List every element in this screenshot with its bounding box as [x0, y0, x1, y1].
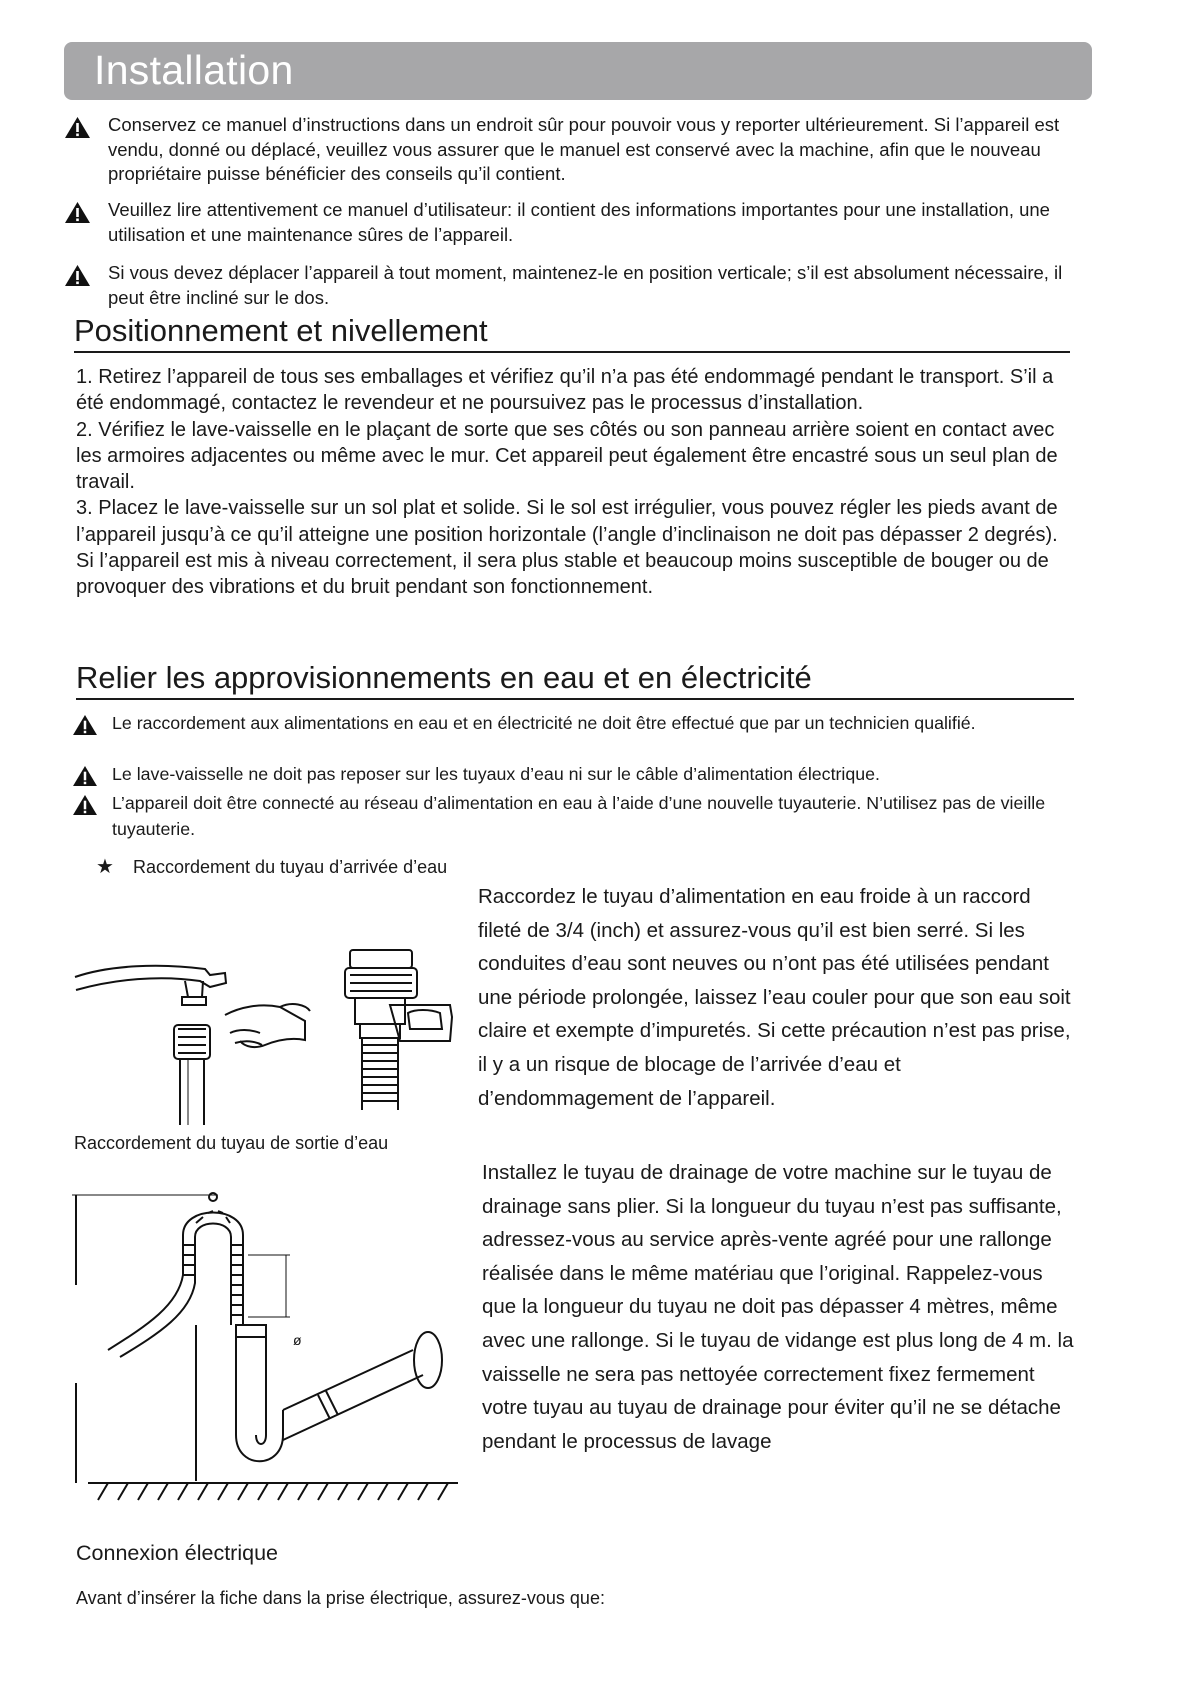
step-item: 3. Placez le lave-vaisselle sur un sol plat et solide. Si le sol est irrégulier, vous pouvez régler les pieds avant de l’appareil jusqu’à ce qu’il atteigne une position horizontale (l’angle d’inclinaison ne doit pas dépasser 2 degrés). Si l’appareil est mis à niveau correctement, il sera plus stable et beaucoup moins susceptible de bouger ou de provoquer des vibrations et du bruit pendant son fonctionnement. — [76, 497, 1058, 599]
warning-item — [64, 198, 1064, 247]
warning-icon — [64, 116, 91, 139]
inlet-title-text: Raccordement du tuyau d’arrivée d’eau — [133, 857, 448, 877]
warning-item — [64, 113, 1064, 187]
inlet-paragraph: Raccordez le tuyau d’alimentation en eau froide à un raccord fileté de 3/4 (inch) et assurez-vous qu’il est bien serré. Si les conduites d’eau sont neuves ou n’ont pas été utilisées pendant une période prolongée, laissez l’eau couler pour que son eau soit claire et exempte d’impuretés. Si cette précaution n’est pas prise, il y a un risque de blocage de l’arrivée d’eau et d’endommagement de l’appareil. — [478, 885, 1071, 1110]
warning-text: Conservez ce manuel d’instructions dans un endroit sûr pour pouvoir vous y reporter ultérieurement. Si l’appareil est vendu, donné ou déplacé, veuillez vous assurer que le manuel est conservé avec la machine, afin que le nouveau propriétaire puisse bénéficier des conseils qu’il contient. — [108, 114, 1060, 184]
outlet-title: Raccordement du tuyau de sortie d’eau — [74, 1133, 389, 1153]
section-heading-positioning: Positionnement et nivellement — [74, 313, 1070, 353]
diameter-label: ø — [293, 1332, 302, 1348]
inlet-title — [96, 855, 447, 879]
warning-icon — [64, 264, 91, 287]
drain-hose-illustration — [68, 1185, 468, 1505]
warning-icon — [72, 794, 98, 816]
warning-text: Le raccordement aux alimentations en eau et en électricité ne doit être effectué que par un technicien qualifié. — [112, 713, 976, 733]
warning-item — [72, 762, 1072, 788]
warning-icon — [64, 201, 91, 224]
step-item: 1. Retirez l’appareil de tous ses emballages et vérifiez qu’il n’a pas été endommagé pendant le transport. S’il a été endommagé, contactez le revendeur et ne poursuivez pas le processus d’installation. — [76, 366, 1054, 415]
warning-text: L’appareil doit être connecté au réseau d’alimentation en eau à l’aide d’une nouvelle tuyauterie. N’utilisez pas de vieille tuyauterie. — [112, 793, 1046, 839]
warning-text: Si vous devez déplacer l’appareil à tout moment, maintenez-le en position verticale; s’il est absolument nécessaire, il peut être incliné sur le dos. — [108, 262, 1063, 308]
warning-icon — [72, 765, 98, 787]
warning-text: Veuillez lire attentivement ce manuel d’utilisateur: il contient des informations importantes pour une installation, une utilisation et une maintenance sûres de l’appareil. — [108, 199, 1050, 245]
star-icon: ★ — [96, 856, 114, 878]
step-item: 2. Vérifiez le lave-vaisselle en le plaçant de sorte que ses côtés ou son panneau arrière soient en contact avec les armoires adjacentes ou même avec le mur. Cet appareil peut également être encastré sous un seul plan de travail. — [76, 418, 1058, 494]
title-bar — [64, 42, 1092, 100]
inlet-hose-illustration — [70, 945, 460, 1125]
warning-item — [72, 791, 1072, 842]
warning-icon — [72, 714, 98, 736]
warning-item — [64, 261, 1064, 310]
positioning-steps — [76, 364, 1076, 601]
page-title: Installation — [94, 47, 294, 93]
outlet-paragraph: Installez le tuyau de drainage de votre machine sur le tuyau de drainage sans plier. Si la longueur du tuyau n’est pas suffisante, adressez-vous au service après-vente agréé pour une rallonge réalisée dans le même matériau que l’original. Rappelez-vous que la longueur du tuyau ne doit pas dépasser 4 mètres, même avec une rallonge. Si le tuyau de vidange est plus long de 4 m. la vaisselle ne sera pas nettoyée correctement fixez fermement votre tuyau au tuyau de drainage pour éviter qu’il ne se détache pendant le processus de lavage — [482, 1161, 1074, 1453]
warning-item — [72, 711, 1072, 737]
electric-intro: Avant d’insérer la fiche dans la prise électrique, assurez-vous que: — [76, 1588, 605, 1608]
warning-text: Le lave-vaisselle ne doit pas reposer sur les tuyaux d’eau ni sur le câble d’alimentation électrique. — [112, 764, 880, 784]
electric-heading: Connexion électrique — [76, 1541, 278, 1565]
section-heading-supply: Relier les approvisionnements en eau et en électricité — [76, 660, 1074, 700]
